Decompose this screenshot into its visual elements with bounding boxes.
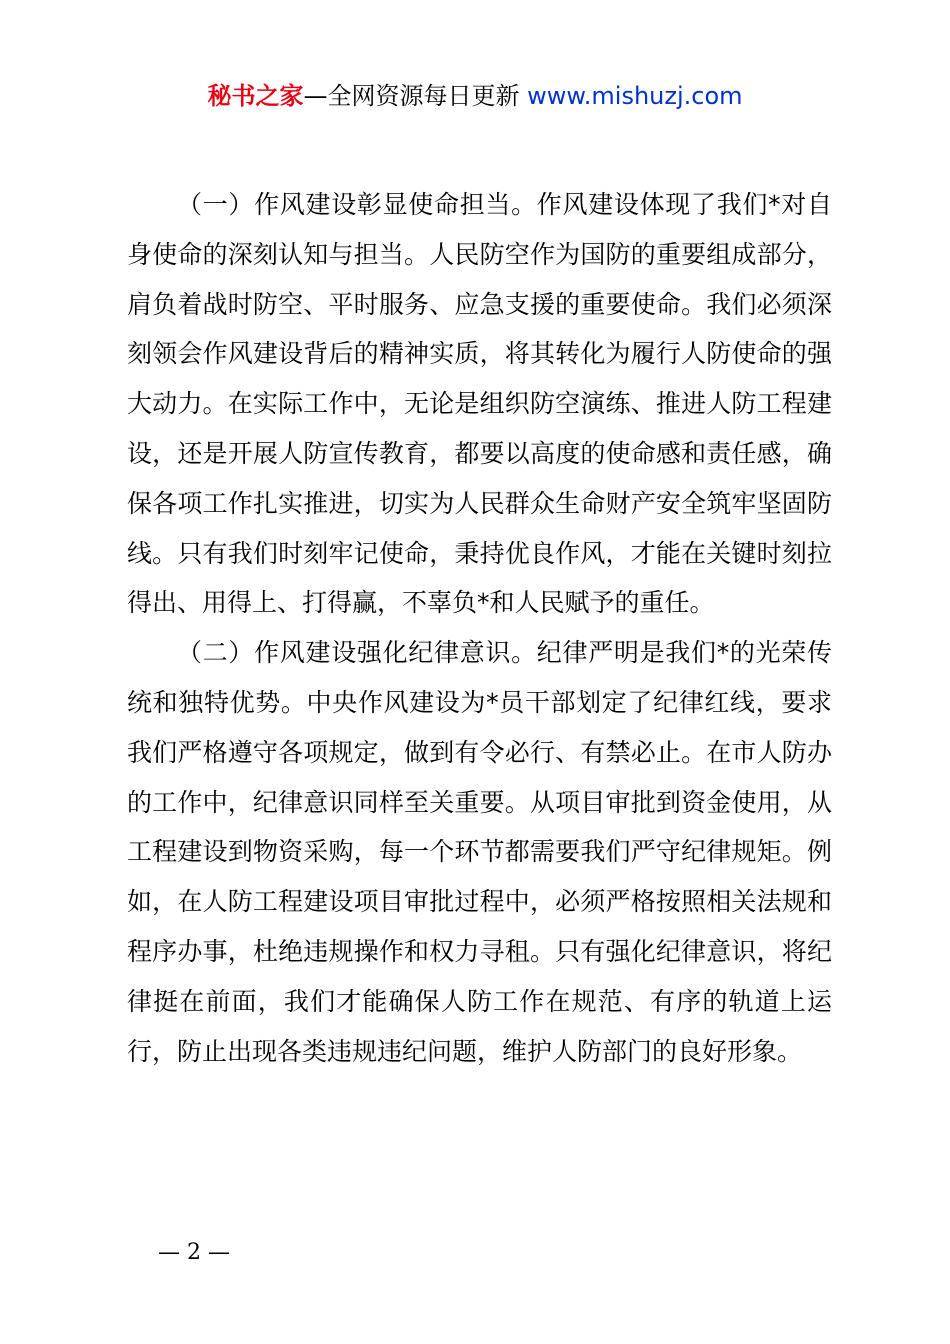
document-body [127, 180, 832, 1076]
site-brand: 秘书之家 [207, 82, 304, 110]
paragraph-1: （一）作风建设彰显使命担当。作风建设体现了我们*对自身使命的深刻认知与担当。人民防空作为国防的重要组成部分，肩负着战时防空、平时服务、应急支援的重要使命。我们必须深刻领会作风建设背后的精神实质，将其转化为履行人防使命的强大动力。在实际工作中，无论是组织防空演练、推进人防工程建设，还是开展人防宣传教育，都要以高度的使命感和责任感，确保各项工作扎实推进，切实为人民群众生命财产安全筑牢坚固防线。只有我们时刻牢记使命，秉持优良作风，才能在关键时刻拉得出、用得上、打得赢，不辜负*和人民赋予的重任。 [127, 190, 832, 618]
page-number: — 2 — [158, 1240, 230, 1265]
paragraph-2: （二）作风建设强化纪律意识。纪律严明是我们*的光荣传统和独特优势。中央作风建设为*员干部划定了纪律红线，要求我们严格遵守各项规定，做到有令必行、有禁必止。在市人防办的工作中，纪律意识同样至关重要。从项目审批到资金使用，从工程建设到物资采购，每一个环节都需要我们严守纪律规矩。例如，在人防工程建设项目审批过程中，必须严格按照相关法规和程序办事，杜绝违规操作和权力寻租。只有强化纪律意识，将纪律挺在前面，我们才能确保人防工作在规范、有序的轨道上运行，防止出现各类违规违纪问题，维护人防部门的良好形象。 [127, 638, 832, 1066]
site-url-link[interactable]: www.mishuzj.com [527, 82, 743, 110]
site-tagline: —全网资源每日更新 [303, 82, 520, 110]
site-header [0, 78, 950, 114]
